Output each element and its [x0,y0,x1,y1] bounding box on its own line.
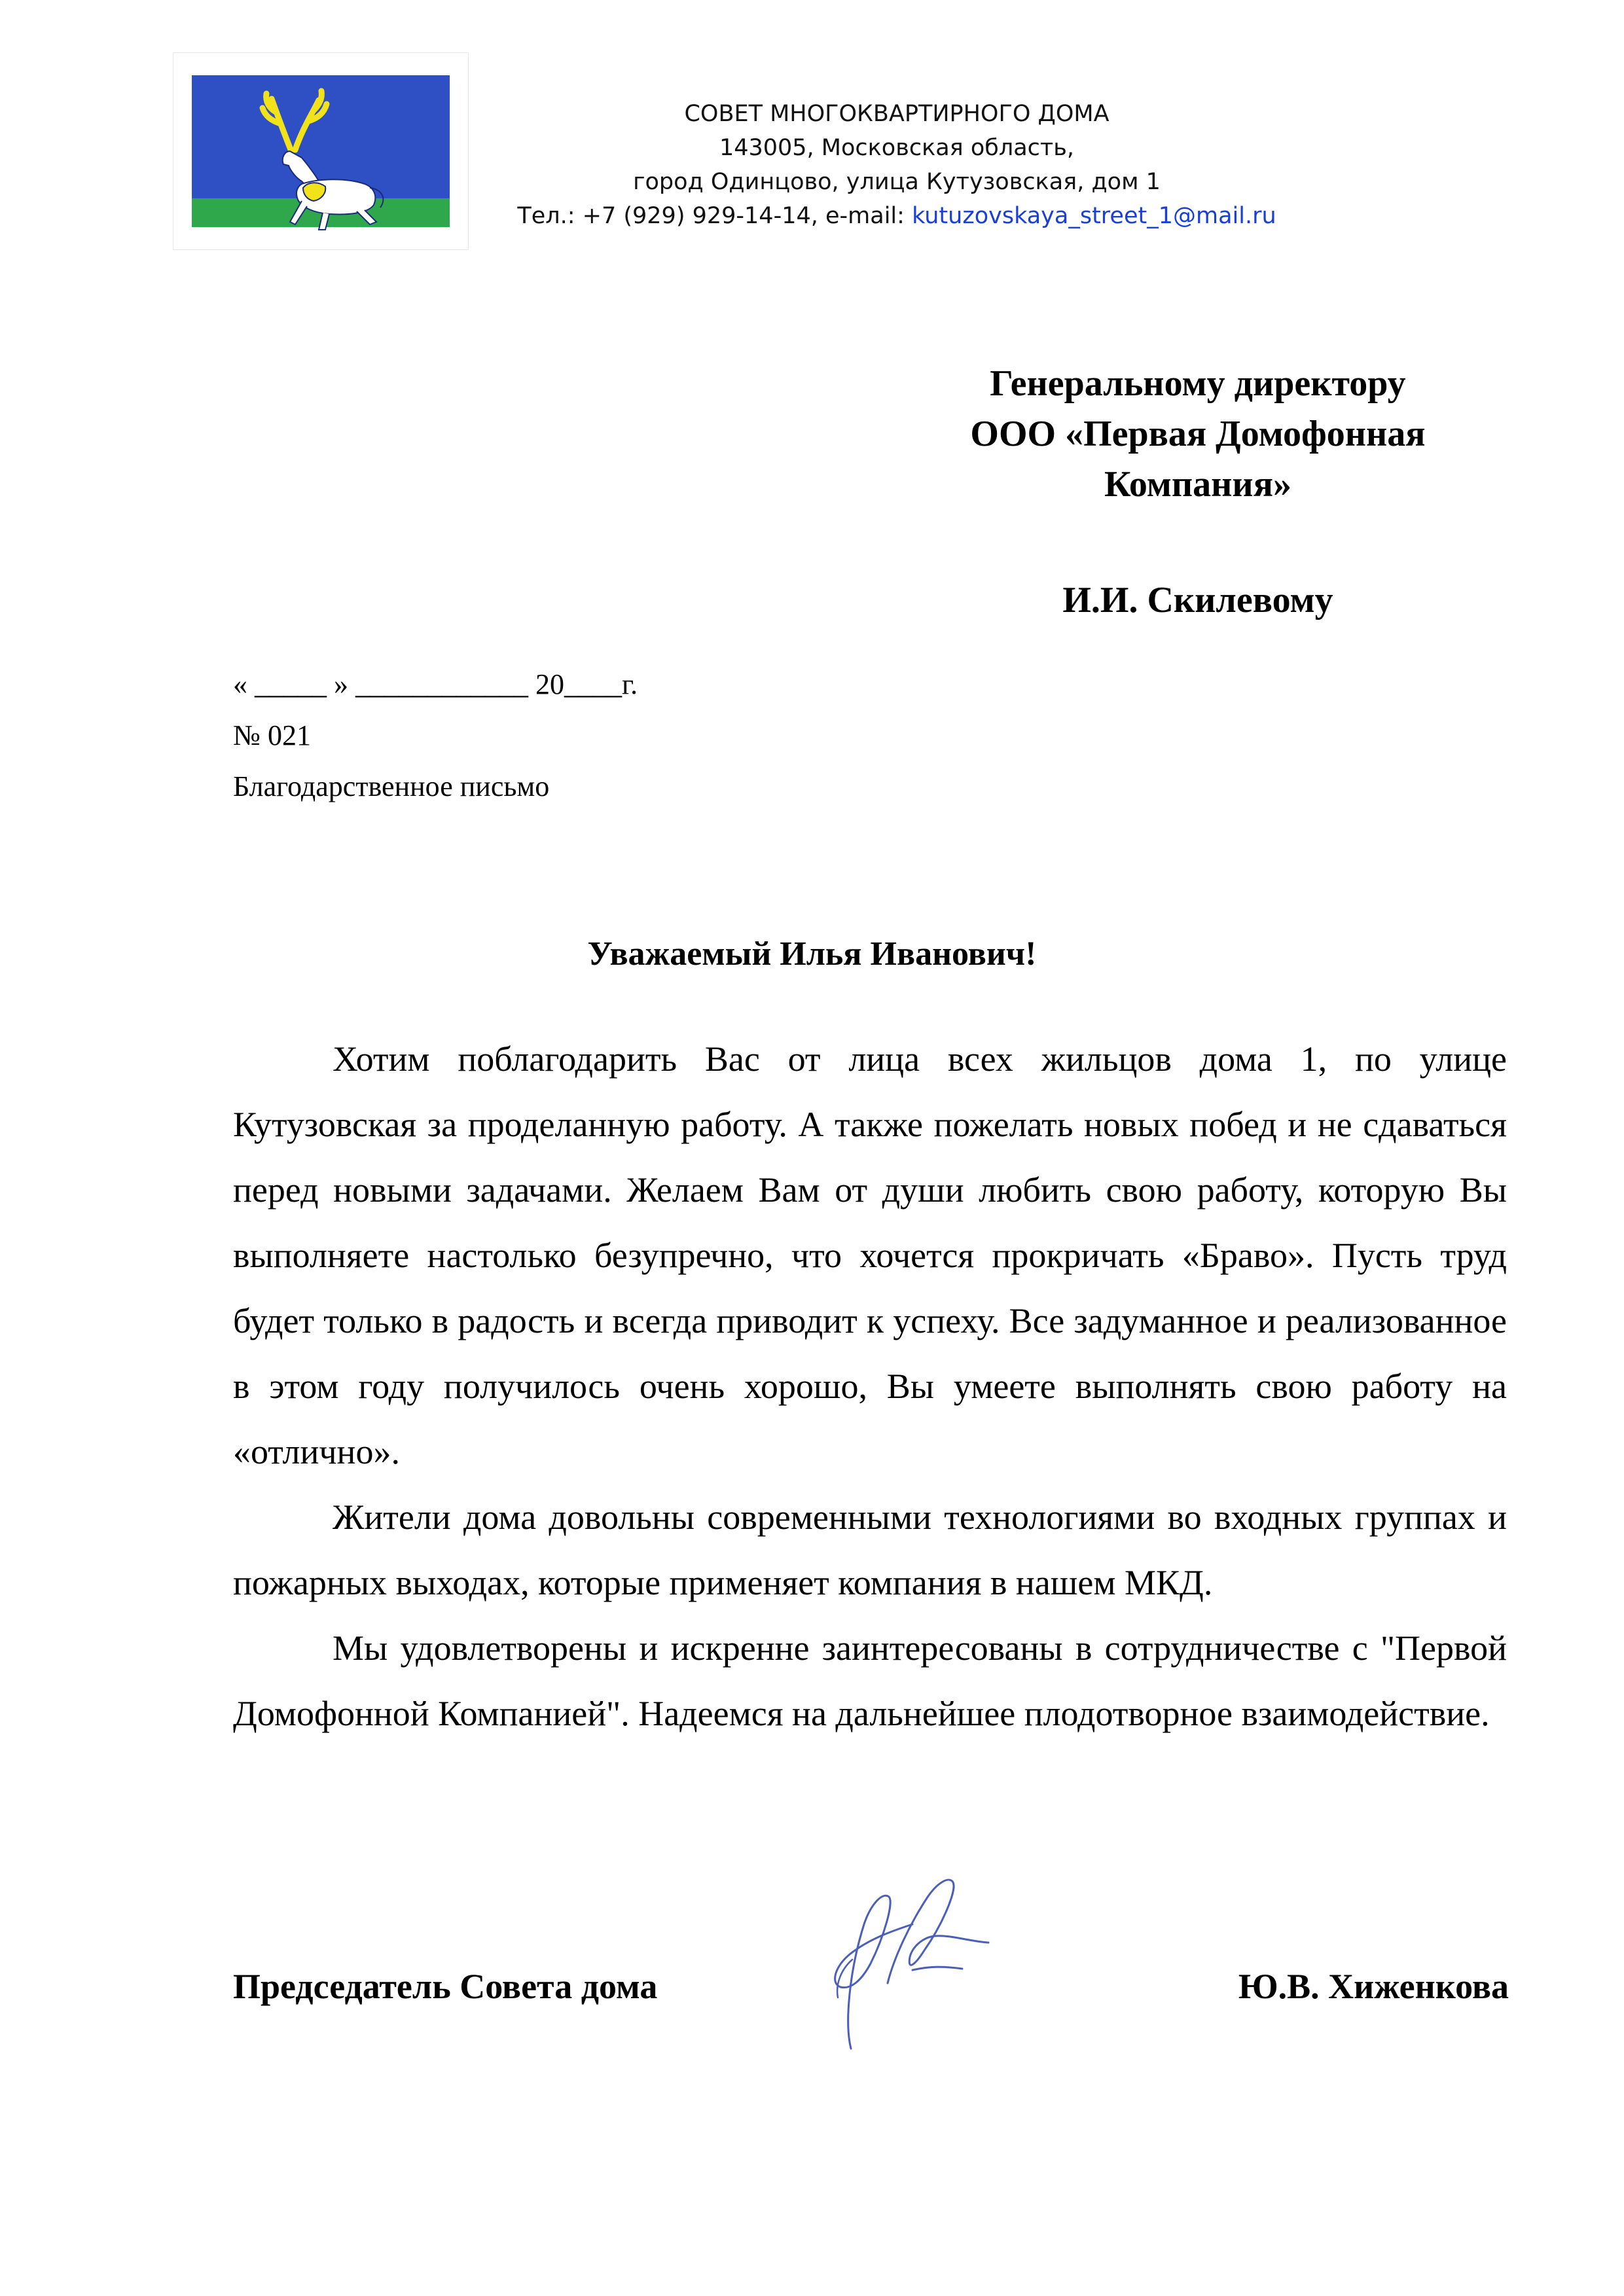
signatory-position: Председатель Совета дома [233,1967,658,2006]
body-paragraph: Мы удовлетворены и искренне заинтересованы в сотрудничестве с "Первой Домофонной Компанией". Надеемся на дальнейшее плодотворное взаимодействие. [233,1628,1507,1733]
letter-meta [233,668,638,804]
letter-number: № 021 [233,719,311,751]
handwritten-signature-icon [772,1826,1008,2075]
deer-emblem-icon [173,53,468,249]
addressee-title: Генеральному директору [990,363,1406,404]
org-email-link[interactable]: kutuzovskaya_street_1@mail.ru [912,203,1276,229]
date-line: « _____ » ____________ 20____г. [233,668,638,700]
org-name: СОВЕТ МНОГОКВАРТИРНОГО ДОМА [684,101,1110,127]
org-address-line2: город Одинцово, улица Кутузовская, дом 1 [633,169,1161,195]
body-paragraph: Хотим поблагодарить Вас от лица всех жильцов дома 1, по улице Кутузовская за проделанную работу. А также пожелать новых побед и не сдаваться перед новыми задачами. Желаем Вам от души любить свою работу, которую Вы выполняете настолько безупречно, что хочется прокричать «Браво». Пусть труд будет только в радость и всегда приводит к успеху. Все задуманное и реализованное в этом году получилось очень хорошо, Вы умеете выполнять свою работу на «отлично». [233,1039,1507,1471]
org-phone: Тел.: +7 (929) 929-14-14, e-mail: [517,203,912,229]
addressee-company-line2: Компания» [1104,464,1291,505]
organization-header [458,97,1335,233]
addressee-company-line1: ООО «Первая Домофонная [970,414,1426,454]
city-flag-logo [173,52,469,250]
body-paragraph: Жители дома довольны современными технологиями во входных группах и пожарных выходах, которые применяет компания в нашем МКД. [233,1498,1507,1602]
signatory-name: Ю.В. Хиженкова [1238,1967,1509,2006]
addressee-name: И.И. Скилевому [1062,580,1333,620]
org-contacts [458,199,1335,233]
org-address-line1: 143005, Московская область, [719,135,1075,161]
letter-subject: Благодарственное письмо [233,770,550,802]
letter-body [233,1026,1507,1746]
addressee-block [929,359,1466,626]
greeting: Уважаемый Илья Иванович! [587,935,1037,973]
